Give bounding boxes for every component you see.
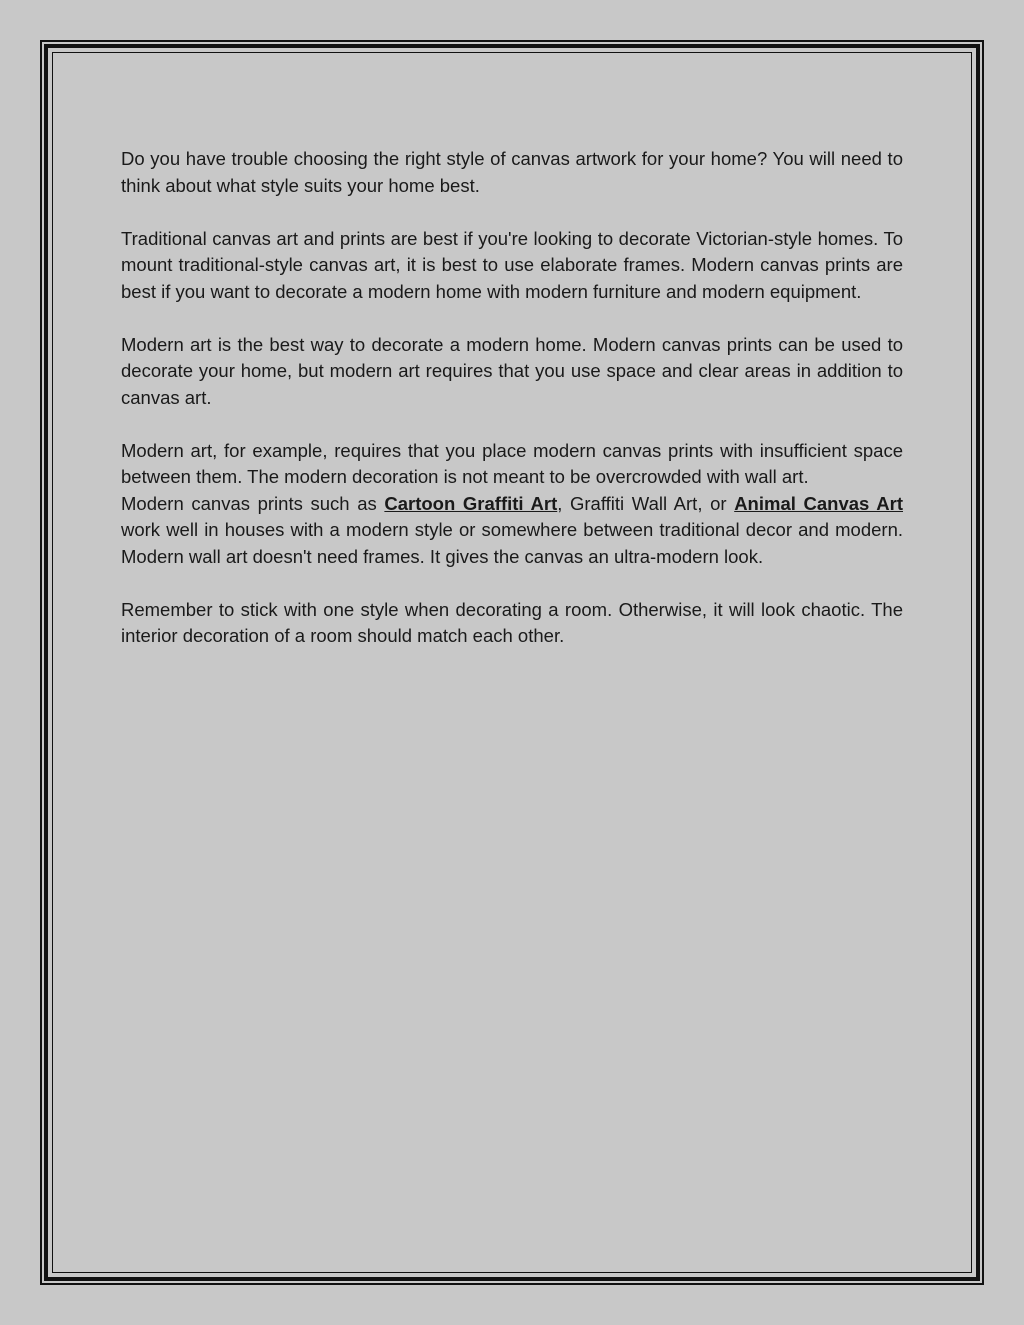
paragraph-5-text-c: work well in houses with a modern style or somewhere between traditional decor and modern. Modern wall art doesn't need frames. It gives the canvas an ultra-modern look.: [121, 519, 903, 567]
paragraph-3: Modern art is the best way to decorate a modern home. Modern canvas prints can be used to decorate your home, but modern art requires that you use space and clear areas in addition to canvas art.: [121, 333, 903, 408]
paragraph-5: [121, 491, 903, 571]
animal-canvas-art-link[interactable]: Animal Canvas Art: [734, 492, 903, 514]
document-body: [121, 146, 903, 676]
paragraph-6: Remember to stick with one style when decorating a room. Otherwise, it will look chaotic. The interior decoration of a room should match each other.: [121, 598, 903, 646]
paragraph-1: Do you have trouble choosing the right style of canvas artwork for your home? You will need to think about what style suits your home best.: [121, 148, 903, 196]
paragraph-4: Modern art, for example, requires that you place modern canvas prints with insufficient space between them. The modern decoration is not meant to be overcrowded with wall art.: [121, 439, 903, 487]
paragraph-2: Traditional canvas art and prints are best if you're looking to decorate Victorian-style homes. To mount traditional-style canvas art, it is best to use elaborate frames. Modern canvas prints are best if you want to decorate a modern home with modern furniture and modern equipment.: [121, 227, 903, 302]
cartoon-graffiti-art-link[interactable]: Cartoon Graffiti Art: [384, 492, 558, 514]
paragraph-5-text-a: Modern canvas prints such as: [121, 492, 385, 514]
paragraph-5-text-b: , Graffiti Wall Art, or: [557, 492, 735, 514]
